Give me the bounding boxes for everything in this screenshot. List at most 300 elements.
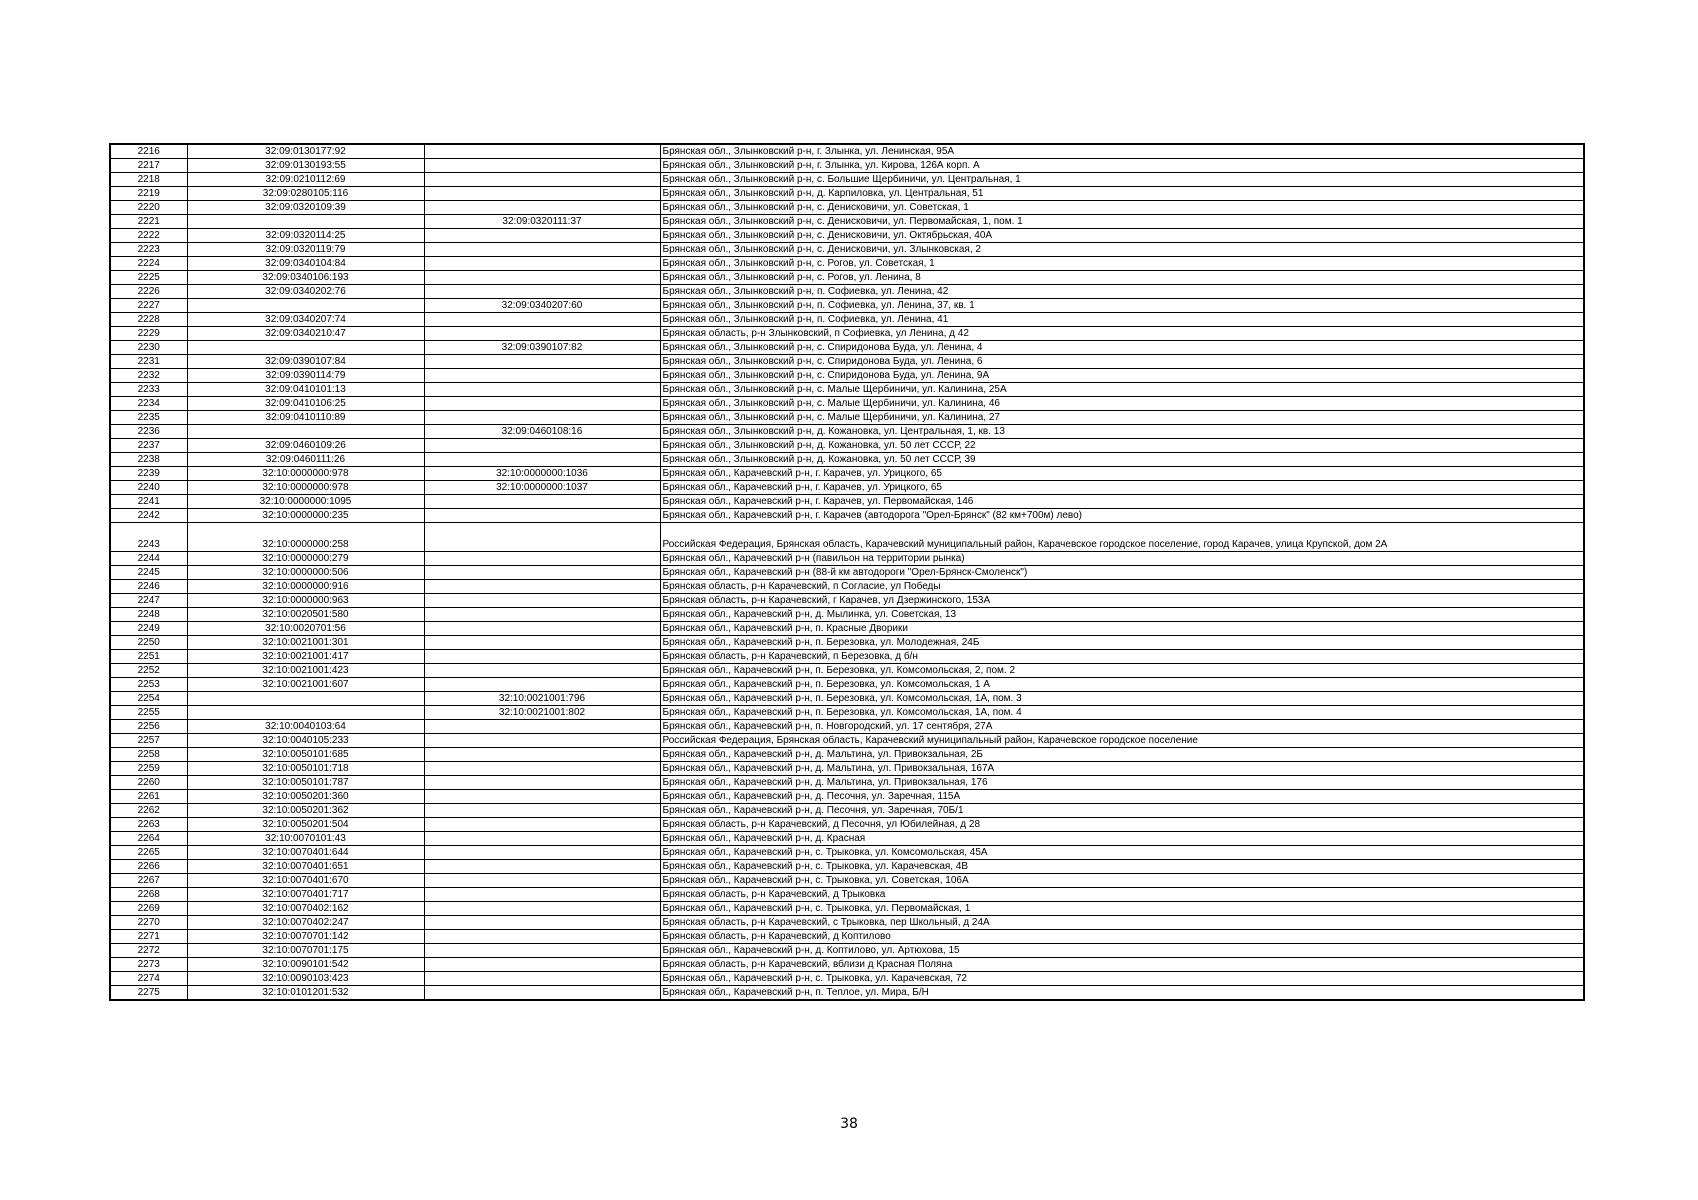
address-cell: Брянская область, р-н Карачевский, д Трыковка: [660, 888, 1584, 902]
row-number-cell: 2239: [110, 467, 187, 481]
premises-cadastral-number-cell: [424, 594, 660, 608]
page-number: 38: [840, 1116, 858, 1132]
premises-cadastral-number-cell: 32:09:0390107:82: [424, 341, 660, 355]
premises-cadastral-number-cell: [424, 355, 660, 369]
cadastral-number-cell: 32:10:0000000:978: [187, 481, 424, 495]
cadastral-number-cell: 32:10:0070701:142: [187, 930, 424, 944]
cadastral-number-cell: 32:10:0050201:362: [187, 804, 424, 818]
address-cell: Брянская область, р-н Карачевский, п Согласие, ул Победы: [660, 580, 1584, 594]
cadastral-number-cell: 32:10:0021001:301: [187, 636, 424, 650]
address-cell: Брянская обл., Карачевский р-н, г. Карачев, ул. Первомайская, 146: [660, 495, 1584, 509]
table-row: [110, 144, 1584, 159]
premises-cadastral-number-cell: 32:10:0021001:796: [424, 692, 660, 706]
table-row: [110, 622, 1584, 636]
row-number-cell: 2226: [110, 285, 187, 299]
table-row: [110, 776, 1584, 790]
address-cell: Брянская обл., Карачевский р-н (88-й км автодороги "Орел-Брянск-Смоленск"): [660, 566, 1584, 580]
premises-cadastral-number-cell: [424, 748, 660, 762]
premises-cadastral-number-cell: [424, 762, 660, 776]
row-number-cell: 2235: [110, 411, 187, 425]
address-cell: Брянская обл., Карачевский р-н, с. Трыковка, ул. Карачевская, 4В: [660, 860, 1584, 874]
address-cell: Брянская обл., Карачевский р-н, п. Березовка, ул. Комсомольская, 2, пом. 2: [660, 664, 1584, 678]
table-row: [110, 608, 1584, 622]
address-cell: Брянская обл., Злынковский р-н, д. Кожановка, ул. 50 лет СССР, 39: [660, 453, 1584, 467]
address-cell: Брянская обл., Карачевский р-н, п. Новгородский, ул. 17 сентября, 27А: [660, 720, 1584, 734]
address-cell: Брянская обл., Карачевский р-н, п. Березовка, ул. Комсомольская, 1А, пом. 3: [660, 692, 1584, 706]
address-cell: Брянская обл., Карачевский р-н, с. Трыковка, ул. Первомайская, 1: [660, 902, 1584, 916]
cadastral-number-cell: 32:09:0340106:193: [187, 271, 424, 285]
premises-cadastral-number-cell: 32:09:0460108:16: [424, 425, 660, 439]
cadastral-number-cell: 32:10:0050201:360: [187, 790, 424, 804]
cadastral-number-cell: [187, 706, 424, 720]
address-cell: Брянская обл., Злынковский р-н, с. Спиридонова Буда, ул. Ленина, 4: [660, 341, 1584, 355]
row-number-cell: 2264: [110, 832, 187, 846]
row-number-cell: 2253: [110, 678, 187, 692]
cadastral-number-cell: 32:10:0070401:670: [187, 874, 424, 888]
address-cell: Брянская обл., Карачевский р-н, с. Трыковка, ул. Советская, 106А: [660, 874, 1584, 888]
row-number-cell: 2228: [110, 313, 187, 327]
table-row: [110, 341, 1584, 355]
premises-cadastral-number-cell: [424, 159, 660, 173]
premises-cadastral-number-cell: [424, 552, 660, 566]
premises-cadastral-number-cell: 32:10:0000000:1036: [424, 467, 660, 481]
address-cell: Брянская обл., Карачевский р-н, д. Красная: [660, 832, 1584, 846]
table-row: [110, 902, 1584, 916]
cadastral-number-cell: 32:10:0000000:978: [187, 467, 424, 481]
table-row: [110, 285, 1584, 299]
table-row: [110, 313, 1584, 327]
table-row: [110, 201, 1584, 215]
address-cell: Брянская обл., Карачевский р-н, д. Мальтина, ул. Привокзальная, 167А: [660, 762, 1584, 776]
row-number-cell: 2241: [110, 495, 187, 509]
table-row: [110, 958, 1584, 972]
table-row: [110, 566, 1584, 580]
table-row: [110, 930, 1584, 944]
row-number-cell: 2223: [110, 243, 187, 257]
address-cell: Брянская обл., Злынковский р-н, с. Денисковичи, ул. Октябрьская, 40А: [660, 229, 1584, 243]
row-number-cell: 2232: [110, 369, 187, 383]
cadastral-number-cell: [187, 215, 424, 229]
premises-cadastral-number-cell: [424, 944, 660, 958]
cadastral-number-cell: [187, 425, 424, 439]
row-number-cell: 2267: [110, 874, 187, 888]
address-cell: Брянская обл., Карачевский р-н, п. Березовка, ул. Молодежная, 24Б: [660, 636, 1584, 650]
premises-cadastral-number-cell: [424, 720, 660, 734]
cadastral-number-cell: 32:09:0320114:25: [187, 229, 424, 243]
cadastral-number-cell: 32:09:0340202:76: [187, 285, 424, 299]
table-row: [110, 439, 1584, 453]
table-row: [110, 552, 1584, 566]
cadastral-number-cell: 32:10:0050101:685: [187, 748, 424, 762]
cadastral-number-cell: 32:10:0090101:542: [187, 958, 424, 972]
row-number-cell: 2250: [110, 636, 187, 650]
row-number-cell: 2218: [110, 173, 187, 187]
table-row: [110, 411, 1584, 425]
cadastral-number-cell: 32:10:0040105:233: [187, 734, 424, 748]
premises-cadastral-number-cell: [424, 523, 660, 552]
premises-cadastral-number-cell: 32:10:0000000:1037: [424, 481, 660, 495]
premises-cadastral-number-cell: [424, 776, 660, 790]
table-row: [110, 243, 1584, 257]
cadastral-number-cell: 32:09:0340104:84: [187, 257, 424, 271]
table-row: [110, 299, 1584, 313]
cadastral-number-cell: 32:09:0410110:89: [187, 411, 424, 425]
row-number-cell: 2251: [110, 650, 187, 664]
premises-cadastral-number-cell: [424, 888, 660, 902]
address-cell: Брянская обл., Злынковский р-н, п. Софиевка, ул. Ленина, 41: [660, 313, 1584, 327]
row-number-cell: 2247: [110, 594, 187, 608]
cadastral-number-cell: 32:09:0130177:92: [187, 144, 424, 159]
premises-cadastral-number-cell: [424, 566, 660, 580]
premises-cadastral-number-cell: [424, 650, 660, 664]
table-row: [110, 229, 1584, 243]
cadastral-number-cell: 32:10:0000000:258: [187, 523, 424, 552]
cadastral-number-cell: [187, 692, 424, 706]
row-number-cell: 2243: [110, 523, 187, 552]
address-cell: Брянская обл., Карачевский р-н, г. Карачев, ул. Урицкого, 65: [660, 467, 1584, 481]
cadastral-number-cell: 32:10:0101201:532: [187, 986, 424, 1001]
premises-cadastral-number-cell: [424, 369, 660, 383]
row-number-cell: 2237: [110, 439, 187, 453]
table-row: [110, 888, 1584, 902]
cadastral-number-cell: 32:09:0410106:25: [187, 397, 424, 411]
premises-cadastral-number-cell: 32:10:0021001:802: [424, 706, 660, 720]
cadastral-number-cell: 32:10:0070101:43: [187, 832, 424, 846]
row-number-cell: 2221: [110, 215, 187, 229]
table-row: [110, 327, 1584, 341]
registry-table-body: [110, 144, 1584, 1000]
row-number-cell: 2268: [110, 888, 187, 902]
table-row: [110, 523, 1584, 552]
address-cell: Брянская обл., Карачевский р-н, г. Карачев (автодорога "Орел-Брянск" (82 км+700м) лево): [660, 509, 1584, 523]
table-row: [110, 425, 1584, 439]
cadastral-number-cell: 32:10:0070402:247: [187, 916, 424, 930]
premises-cadastral-number-cell: [424, 243, 660, 257]
row-number-cell: 2263: [110, 818, 187, 832]
table-row: [110, 383, 1584, 397]
address-cell: Российская Федерация, Брянская область, Карачевский муниципальный район, Карачевское городское поселение: [660, 734, 1584, 748]
row-number-cell: 2255: [110, 706, 187, 720]
row-number-cell: 2272: [110, 944, 187, 958]
table-row: [110, 397, 1584, 411]
address-cell: Брянская обл., Карачевский р-н, п. Красные Дворики: [660, 622, 1584, 636]
cadastral-number-cell: 32:10:0020501:580: [187, 608, 424, 622]
row-number-cell: 2261: [110, 790, 187, 804]
table-row: [110, 916, 1584, 930]
cadastral-number-cell: 32:10:0000000:1095: [187, 495, 424, 509]
row-number-cell: 2248: [110, 608, 187, 622]
table-row: [110, 215, 1584, 229]
cadastral-number-cell: 32:10:0021001:607: [187, 678, 424, 692]
premises-cadastral-number-cell: [424, 439, 660, 453]
table-row: [110, 874, 1584, 888]
table-row: [110, 650, 1584, 664]
row-number-cell: 2254: [110, 692, 187, 706]
address-cell: Брянская область, р-н Карачевский, г Карачев, ул Дзержинского, 153А: [660, 594, 1584, 608]
table-row: [110, 467, 1584, 481]
address-cell: Брянская область, р-н Карачевский, д Коптилово: [660, 930, 1584, 944]
row-number-cell: 2269: [110, 902, 187, 916]
table-row: [110, 748, 1584, 762]
address-cell: Брянская обл., Карачевский р-н, п. Теплое, ул. Мира, Б/Н: [660, 986, 1584, 1001]
premises-cadastral-number-cell: [424, 271, 660, 285]
address-cell: Брянская обл., Злынковский р-н, п. Софиевка, ул. Ленина, 37, кв. 1: [660, 299, 1584, 313]
cadastral-number-cell: 32:10:0050101:787: [187, 776, 424, 790]
row-number-cell: 2229: [110, 327, 187, 341]
address-cell: Брянская область, р-н Карачевский, вблизи д Красная Поляна: [660, 958, 1584, 972]
row-number-cell: 2274: [110, 972, 187, 986]
row-number-cell: 2224: [110, 257, 187, 271]
cadastral-number-cell: 32:10:0000000:506: [187, 566, 424, 580]
address-cell: Брянская обл., Злынковский р-н, с. Спиридонова Буда, ул. Ленина, 6: [660, 355, 1584, 369]
row-number-cell: 2260: [110, 776, 187, 790]
address-cell: Российская Федерация, Брянская область, Карачевский муниципальный район, Карачевское городское поселение, город Карачев, улица Крупской, дом 2А: [660, 523, 1584, 552]
cadastral-number-cell: [187, 341, 424, 355]
table-row: [110, 257, 1584, 271]
premises-cadastral-number-cell: [424, 958, 660, 972]
cadastral-number-cell: 32:10:0000000:963: [187, 594, 424, 608]
cadastral-number-cell: 32:10:0090103:423: [187, 972, 424, 986]
premises-cadastral-number-cell: [424, 916, 660, 930]
table-row: [110, 818, 1584, 832]
row-number-cell: 2216: [110, 144, 187, 159]
table-row: [110, 678, 1584, 692]
row-number-cell: 2219: [110, 187, 187, 201]
row-number-cell: 2262: [110, 804, 187, 818]
table-row: [110, 944, 1584, 958]
cadastral-number-cell: 32:10:0050201:504: [187, 818, 424, 832]
cadastral-number-cell: 32:09:0340207:74: [187, 313, 424, 327]
row-number-cell: 2227: [110, 299, 187, 313]
address-cell: Брянская обл., Злынковский р-н, д. Карпиловка, ул. Центральная, 51: [660, 187, 1584, 201]
address-cell: Брянская область, р-н Злынковский, п Софиевка, ул Ленина, д 42: [660, 327, 1584, 341]
table-row: [110, 832, 1584, 846]
address-cell: Брянская обл., Злынковский р-н, с. Спиридонова Буда, ул. Ленина, 9А: [660, 369, 1584, 383]
cadastral-number-cell: 32:10:0070701:175: [187, 944, 424, 958]
address-cell: Брянская обл., Злынковский р-н, п. Софиевка, ул. Ленина, 42: [660, 285, 1584, 299]
table-row: [110, 355, 1584, 369]
row-number-cell: 2257: [110, 734, 187, 748]
premises-cadastral-number-cell: [424, 846, 660, 860]
premises-cadastral-number-cell: [424, 804, 660, 818]
premises-cadastral-number-cell: [424, 173, 660, 187]
premises-cadastral-number-cell: [424, 930, 660, 944]
row-number-cell: 2217: [110, 159, 187, 173]
premises-cadastral-number-cell: [424, 453, 660, 467]
premises-cadastral-number-cell: [424, 608, 660, 622]
row-number-cell: 2225: [110, 271, 187, 285]
address-cell: Брянская область, р-н Карачевский, д Песочня, ул Юбилейная, д 28: [660, 818, 1584, 832]
table-row: [110, 706, 1584, 720]
address-cell: Брянская обл., Карачевский р-н, п. Березовка, ул. Комсомольская, 1А, пом. 4: [660, 706, 1584, 720]
premises-cadastral-number-cell: 32:09:0340207:60: [424, 299, 660, 313]
table-row: [110, 860, 1584, 874]
cadastral-number-cell: 32:10:0050101:718: [187, 762, 424, 776]
premises-cadastral-number-cell: [424, 201, 660, 215]
table-row: [110, 790, 1584, 804]
cadastral-number-cell: 32:10:0021001:417: [187, 650, 424, 664]
address-cell: Брянская обл., Злынковский р-н, с. Малые Щербиничи, ул. Калинина, 25А: [660, 383, 1584, 397]
table-row: [110, 159, 1584, 173]
row-number-cell: 2271: [110, 930, 187, 944]
premises-cadastral-number-cell: [424, 229, 660, 243]
address-cell: Брянская обл., Злынковский р-н, с. Денисковичи, ул. Первомайская, 1, пом. 1: [660, 215, 1584, 229]
row-number-cell: 2220: [110, 201, 187, 215]
table-row: [110, 762, 1584, 776]
cadastral-number-cell: 32:09:0460111:26: [187, 453, 424, 467]
premises-cadastral-number-cell: [424, 790, 660, 804]
premises-cadastral-number-cell: [424, 509, 660, 523]
address-cell: Брянская область, р-н Карачевский, п Березовка, д б/н: [660, 650, 1584, 664]
premises-cadastral-number-cell: [424, 972, 660, 986]
premises-cadastral-number-cell: [424, 902, 660, 916]
table-row: [110, 664, 1584, 678]
cadastral-number-cell: 32:10:0021001:423: [187, 664, 424, 678]
registry-table: [109, 143, 1585, 1001]
cadastral-number-cell: 32:10:0070401:644: [187, 846, 424, 860]
premises-cadastral-number-cell: [424, 257, 660, 271]
cadastral-number-cell: 32:10:0070402:162: [187, 902, 424, 916]
table-row: [110, 495, 1584, 509]
address-cell: Брянская обл., Злынковский р-н, г. Злынка, ул. Ленинская, 95А: [660, 144, 1584, 159]
table-row: [110, 720, 1584, 734]
row-number-cell: 2245: [110, 566, 187, 580]
premises-cadastral-number-cell: [424, 678, 660, 692]
address-cell: Брянская обл., Злынковский р-н, г. Злынка, ул. Кирова, 126А корп. А: [660, 159, 1584, 173]
row-number-cell: 2273: [110, 958, 187, 972]
cadastral-number-cell: 32:10:0070401:717: [187, 888, 424, 902]
row-number-cell: 2236: [110, 425, 187, 439]
premises-cadastral-number-cell: [424, 187, 660, 201]
row-number-cell: 2242: [110, 509, 187, 523]
premises-cadastral-number-cell: 32:09:0320111:37: [424, 215, 660, 229]
cadastral-number-cell: 32:09:0390107:84: [187, 355, 424, 369]
cadastral-number-cell: 32:09:0340210:47: [187, 327, 424, 341]
cadastral-number-cell: 32:09:0280105:116: [187, 187, 424, 201]
cadastral-number-cell: 32:09:0460109:26: [187, 439, 424, 453]
cadastral-number-cell: 32:09:0390114:79: [187, 369, 424, 383]
table-row: [110, 986, 1584, 1001]
premises-cadastral-number-cell: [424, 860, 660, 874]
table-row: [110, 453, 1584, 467]
premises-cadastral-number-cell: [424, 734, 660, 748]
premises-cadastral-number-cell: [424, 986, 660, 1001]
cadastral-number-cell: 32:10:0070401:651: [187, 860, 424, 874]
premises-cadastral-number-cell: [424, 383, 660, 397]
row-number-cell: 2233: [110, 383, 187, 397]
table-row: [110, 187, 1584, 201]
address-cell: Брянская обл., Карачевский р-н, п. Березовка, ул. Комсомольская, 1 А: [660, 678, 1584, 692]
premises-cadastral-number-cell: [424, 495, 660, 509]
table-row: [110, 734, 1584, 748]
row-number-cell: 2230: [110, 341, 187, 355]
table-row: [110, 636, 1584, 650]
address-cell: Брянская обл., Карачевский р-н, д. Песочня, ул. Заречная, 115А: [660, 790, 1584, 804]
table-row: [110, 481, 1584, 495]
table-row: [110, 509, 1584, 523]
address-cell: Брянская обл., Карачевский р-н, д. Мылинка, ул. Советская, 13: [660, 608, 1584, 622]
address-cell: Брянская обл., Злынковский р-н, с. Рогов, ул. Ленина, 8: [660, 271, 1584, 285]
table-row: [110, 692, 1584, 706]
premises-cadastral-number-cell: [424, 874, 660, 888]
table-row: [110, 594, 1584, 608]
row-number-cell: 2222: [110, 229, 187, 243]
address-cell: Брянская обл., Карачевский р-н, д. Коптилово, ул. Артюхова, 15: [660, 944, 1584, 958]
table-row: [110, 369, 1584, 383]
address-cell: Брянская обл., Злынковский р-н, с. Денисковичи, ул. Злынковская, 2: [660, 243, 1584, 257]
cadastral-number-cell: 32:09:0210112:69: [187, 173, 424, 187]
address-cell: Брянская обл., Карачевский р-н (павильон на территории рынка): [660, 552, 1584, 566]
premises-cadastral-number-cell: [424, 313, 660, 327]
premises-cadastral-number-cell: [424, 832, 660, 846]
address-cell: Брянская обл., Карачевский р-н, д. Мальтина, ул. Привокзальная, 176: [660, 776, 1584, 790]
table-row: [110, 580, 1584, 594]
row-number-cell: 2240: [110, 481, 187, 495]
row-number-cell: 2265: [110, 846, 187, 860]
premises-cadastral-number-cell: [424, 397, 660, 411]
row-number-cell: 2249: [110, 622, 187, 636]
address-cell: Брянская обл., Карачевский р-н, г. Карачев, ул. Урицкого, 65: [660, 481, 1584, 495]
address-cell: Брянская обл., Злынковский р-н, д. Кожановка, ул. 50 лет СССР, 22: [660, 439, 1584, 453]
row-number-cell: 2238: [110, 453, 187, 467]
premises-cadastral-number-cell: [424, 327, 660, 341]
row-number-cell: 2275: [110, 986, 187, 1001]
address-cell: Брянская обл., Карачевский р-н, д. Песочня, ул. Заречная, 70Б/1: [660, 804, 1584, 818]
address-cell: Брянская обл., Карачевский р-н, д. Мальтина, ул. Привокзальная, 2Б: [660, 748, 1584, 762]
cadastral-number-cell: [187, 299, 424, 313]
address-cell: Брянская обл., Злынковский р-н, с. Большие Щербиничи, ул. Центральная, 1: [660, 173, 1584, 187]
row-number-cell: 2256: [110, 720, 187, 734]
row-number-cell: 2252: [110, 664, 187, 678]
table-row: [110, 804, 1584, 818]
address-cell: Брянская обл., Злынковский р-н, с. Рогов, ул. Советская, 1: [660, 257, 1584, 271]
premises-cadastral-number-cell: [424, 285, 660, 299]
row-number-cell: 2266: [110, 860, 187, 874]
table-row: [110, 846, 1584, 860]
premises-cadastral-number-cell: [424, 411, 660, 425]
premises-cadastral-number-cell: [424, 622, 660, 636]
row-number-cell: 2231: [110, 355, 187, 369]
table-row: [110, 173, 1584, 187]
address-cell: Брянская обл., Злынковский р-н, с. Малые Щербиничи, ул. Калинина, 46: [660, 397, 1584, 411]
address-cell: Брянская обл., Злынковский р-н, д. Кожановка, ул. Центральная, 1, кв. 13: [660, 425, 1584, 439]
cadastral-number-cell: 32:09:0320119:79: [187, 243, 424, 257]
row-number-cell: 2244: [110, 552, 187, 566]
address-cell: Брянская обл., Карачевский р-н, с. Трыковка, ул. Комсомольская, 45А: [660, 846, 1584, 860]
row-number-cell: 2234: [110, 397, 187, 411]
premises-cadastral-number-cell: [424, 636, 660, 650]
cadastral-number-cell: 32:09:0320109:39: [187, 201, 424, 215]
cadastral-number-cell: 32:10:0040103:64: [187, 720, 424, 734]
address-cell: Брянская обл., Злынковский р-н, с. Малые Щербиничи, ул. Калинина, 27: [660, 411, 1584, 425]
premises-cadastral-number-cell: [424, 144, 660, 159]
address-cell: Брянская обл., Карачевский р-н, с. Трыковка, ул. Карачевская, 72: [660, 972, 1584, 986]
table-row: [110, 271, 1584, 285]
address-cell: Брянская обл., Злынковский р-н, с. Денисковичи, ул. Советская, 1: [660, 201, 1584, 215]
row-number-cell: 2270: [110, 916, 187, 930]
address-cell: Брянская область, р-н Карачевский, с Трыковка, пер Школьный, д 24А: [660, 916, 1584, 930]
cadastral-number-cell: 32:10:0020701:56: [187, 622, 424, 636]
cadastral-number-cell: 32:10:0000000:916: [187, 580, 424, 594]
premises-cadastral-number-cell: [424, 664, 660, 678]
cadastral-number-cell: 32:10:0000000:279: [187, 552, 424, 566]
row-number-cell: 2259: [110, 762, 187, 776]
premises-cadastral-number-cell: [424, 818, 660, 832]
premises-cadastral-number-cell: [424, 580, 660, 594]
cadastral-number-cell: 32:09:0130193:55: [187, 159, 424, 173]
row-number-cell: 2246: [110, 580, 187, 594]
row-number-cell: 2258: [110, 748, 187, 762]
